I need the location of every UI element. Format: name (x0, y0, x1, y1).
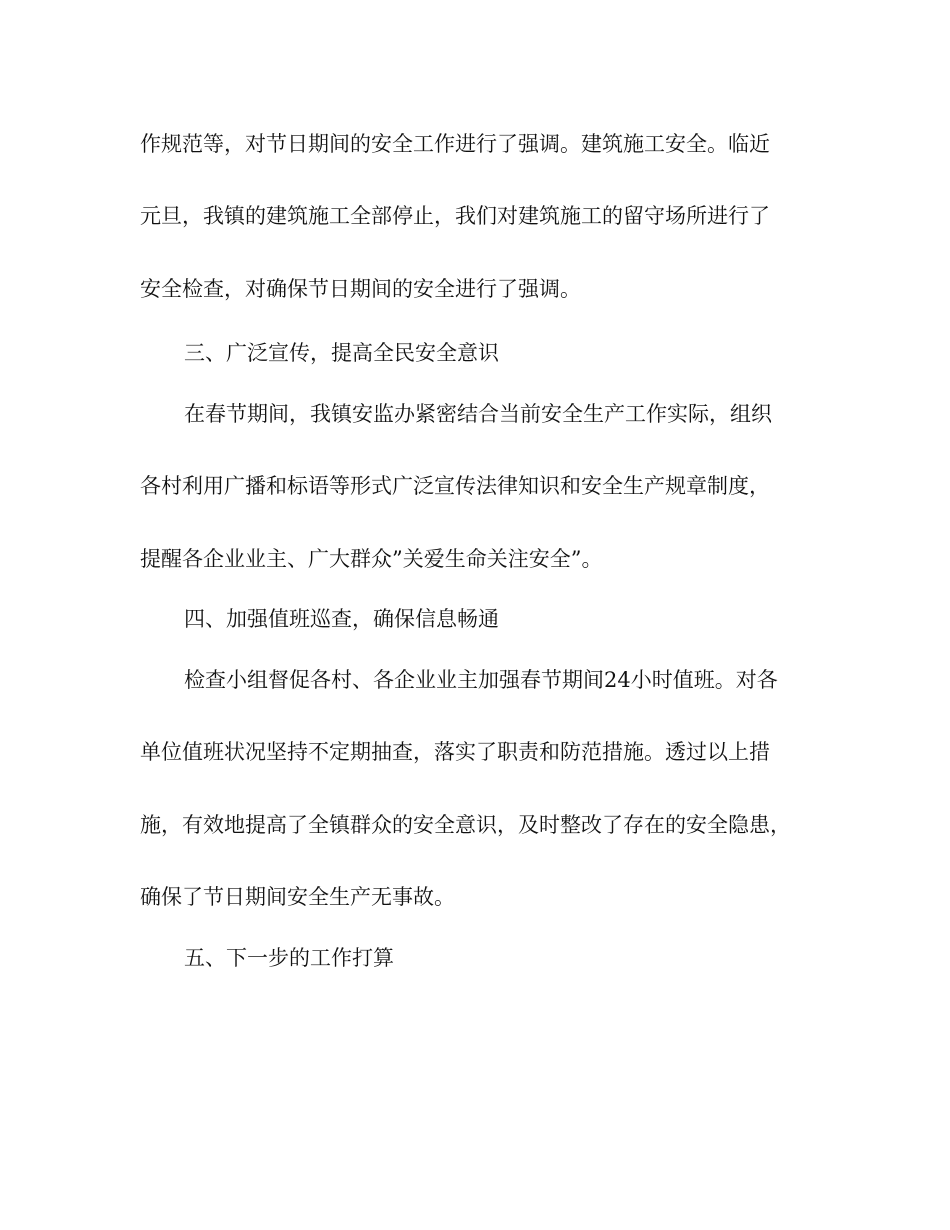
paragraph-line-4: 在春节期间，我镇安监办紧密结合当前安全生产工作实际，组织 (184, 402, 772, 426)
paragraph-line-3: 安全检查，对确保节日期间的安全进行了强调。 (140, 277, 581, 301)
section-heading-3: 三、广泛宣传，提高全民安全意识 (184, 341, 499, 365)
paragraph-line-5: 各村利用广播和标语等形式广泛宣传法律知识和安全生产规章制度， (140, 474, 770, 498)
section-heading-4: 四、加强值班巡查，确保信息畅通 (184, 607, 499, 631)
section-heading-5: 五、下一步的工作打算 (184, 946, 394, 970)
paragraph-line-10: 确保了节日期间安全生产无事故。 (140, 885, 455, 909)
paragraph-line-8: 单位值班状况坚持不定期抽查，落实了职责和防范措施。透过以上措 (140, 740, 770, 764)
paragraph-line-6: 提醒各企业业主、广大群众”关爱生命关注安全”。 (140, 547, 603, 571)
paragraph-line-7: 检查小组督促各村、各企业业主加强春节期间24小时值班。对各 (184, 668, 778, 692)
paragraph-line-1: 作规范等，对节日期间的安全工作进行了强调。建筑施工安全。临近 (140, 132, 770, 156)
paragraph-line-2: 元旦，我镇的建筑施工全部停止，我们对建筑施工的留守场所进行了 (140, 204, 770, 228)
paragraph-line-9: 施，有效地提高了全镇群众的安全意识，及时整改了存在的安全隐患， (140, 813, 791, 837)
